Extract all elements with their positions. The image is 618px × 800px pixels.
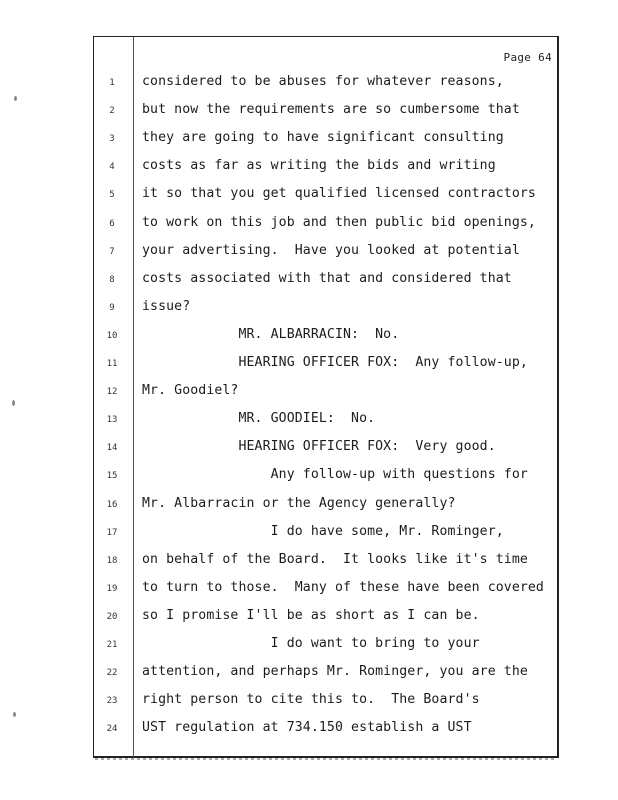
line-text: they are going to have significant consulting xyxy=(142,130,504,146)
line-text: on behalf of the Board. It looks like it's time xyxy=(142,551,528,567)
line-number: 6 xyxy=(109,218,115,229)
line-text: costs as far as writing the bids and writing xyxy=(142,158,496,174)
line-text: Any follow-up with questions for xyxy=(142,467,528,483)
line-number: 9 xyxy=(109,302,115,313)
transcript-line xyxy=(0,327,618,347)
line-number: 8 xyxy=(109,274,115,285)
line-text: issue? xyxy=(142,298,191,314)
transcript-line xyxy=(0,299,618,319)
line-number: 12 xyxy=(106,387,118,398)
transcript-line xyxy=(0,411,618,431)
transcript-line xyxy=(0,243,618,263)
line-number: 15 xyxy=(106,471,118,482)
line-number: 19 xyxy=(106,583,118,594)
line-text: right person to cite this to. The Board's xyxy=(142,692,480,708)
line-number: 17 xyxy=(106,527,118,538)
line-text: to turn to those. Many of these have been covered xyxy=(142,579,544,595)
line-number: 10 xyxy=(106,330,118,341)
line-text: Mr. Albarracin or the Agency generally? xyxy=(142,495,456,511)
line-number: 11 xyxy=(106,359,118,369)
transcript-line xyxy=(0,664,618,684)
transcript-line xyxy=(0,383,618,403)
line-number: 20 xyxy=(106,611,118,622)
scan-noise-bottom xyxy=(95,758,557,760)
scan-speck xyxy=(13,712,16,717)
scan-speck xyxy=(14,96,17,101)
transcript-line xyxy=(0,636,618,656)
scan-speck xyxy=(12,400,15,406)
line-text: I do want to bring to your xyxy=(142,636,480,651)
line-text: considered to be abuses for whatever reasons, xyxy=(142,74,504,89)
transcript-line xyxy=(0,580,618,600)
transcript-line xyxy=(0,467,618,487)
transcript-line xyxy=(0,130,618,150)
line-text: but now the requirements are so cumbersome that xyxy=(142,102,520,118)
line-text: MR. GOODIEL: No. xyxy=(142,411,376,427)
transcript-line xyxy=(0,158,618,178)
line-text: so I promise I'll be as short as I can be. xyxy=(142,607,480,623)
transcript-line xyxy=(0,608,618,628)
transcript-line xyxy=(0,355,618,375)
line-number: 1 xyxy=(109,78,115,88)
transcript-line xyxy=(0,186,618,206)
line-number: 13 xyxy=(106,415,118,426)
line-text: Mr. Goodiel? xyxy=(142,383,239,399)
page-number: Page 64 xyxy=(503,51,552,64)
transcript-line xyxy=(0,74,618,94)
line-number: 23 xyxy=(106,696,118,707)
line-number: 24 xyxy=(106,724,118,735)
transcript-line xyxy=(0,271,618,291)
line-number: 2 xyxy=(109,106,115,117)
line-text: your advertising. Have you looked at potential xyxy=(142,242,520,258)
line-text: HEARING OFFICER FOX: Very good. xyxy=(142,439,496,455)
line-text: costs associated with that and considered that xyxy=(142,270,512,286)
line-text: to work on this job and then public bid openings, xyxy=(142,214,536,230)
line-text: MR. ALBARRACIN: No. xyxy=(142,326,400,342)
line-text: HEARING OFFICER FOX: Any follow-up, xyxy=(142,355,528,370)
transcript-line xyxy=(0,720,618,740)
transcript-line xyxy=(0,496,618,516)
line-number: 21 xyxy=(106,640,118,650)
transcript-line xyxy=(0,692,618,712)
line-number: 22 xyxy=(106,668,118,679)
line-number: 14 xyxy=(106,443,118,454)
line-number: 16 xyxy=(106,499,118,510)
line-number: 3 xyxy=(109,134,115,145)
transcript-line xyxy=(0,102,618,122)
line-number: 7 xyxy=(109,246,115,257)
line-text: UST regulation at 734.150 establish a UST xyxy=(142,720,472,736)
line-text: I do have some, Mr. Rominger, xyxy=(142,523,504,539)
line-text: attention, and perhaps Mr. Rominger, you are the xyxy=(142,664,528,680)
transcript-line xyxy=(0,524,618,544)
line-text: it so that you get qualified licensed contractors xyxy=(142,186,536,202)
transcript-line xyxy=(0,439,618,459)
line-number: 4 xyxy=(109,162,115,173)
line-number: 18 xyxy=(106,555,118,566)
transcript-line xyxy=(0,552,618,572)
transcript-line xyxy=(0,215,618,235)
line-number: 5 xyxy=(109,190,115,201)
